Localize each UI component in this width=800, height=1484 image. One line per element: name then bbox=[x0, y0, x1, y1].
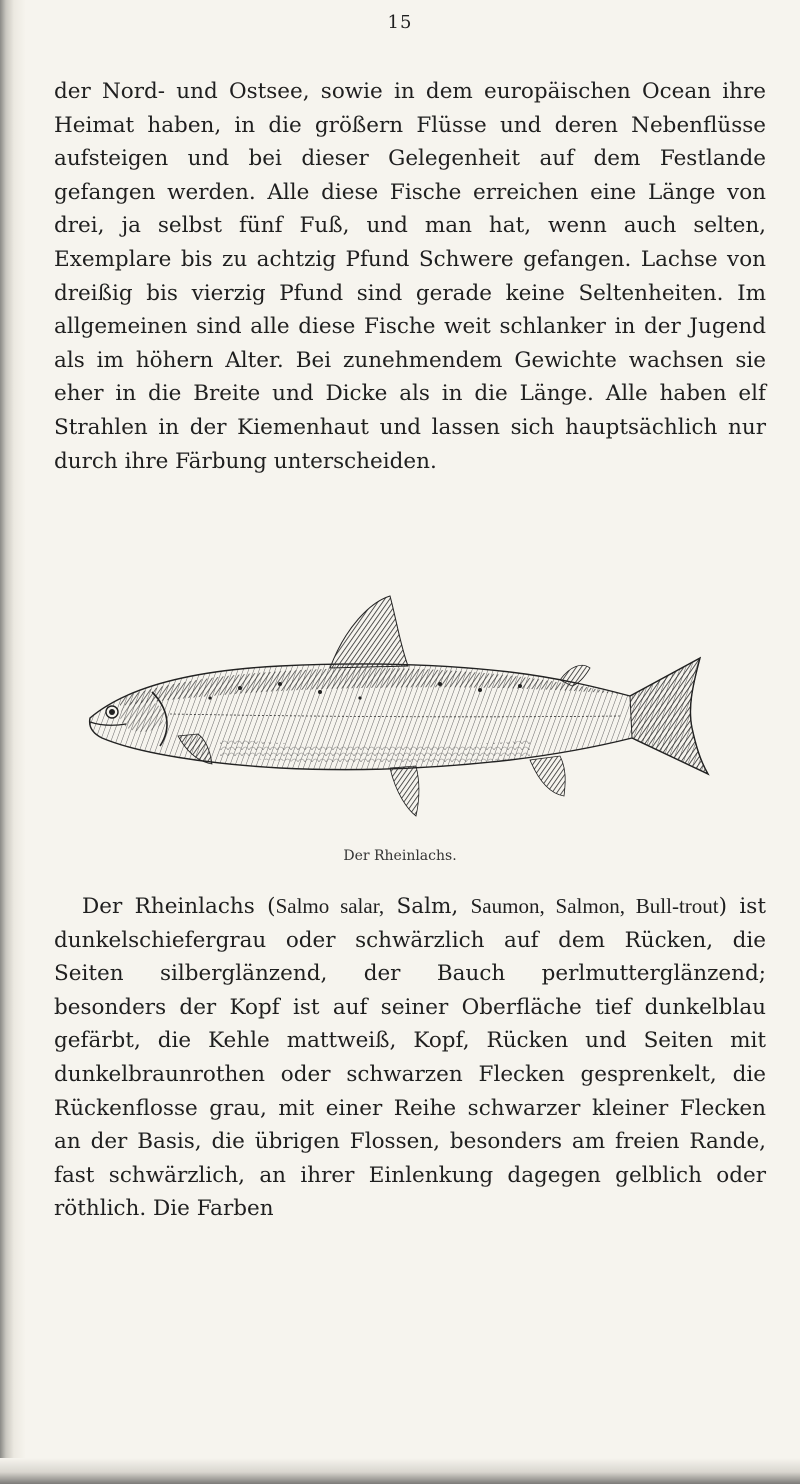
paragraph-mid: Salm, bbox=[384, 894, 471, 919]
salmon-illustration bbox=[60, 588, 720, 838]
page-number: 15 bbox=[387, 12, 413, 33]
dorsal-fin bbox=[330, 596, 408, 668]
figure-caption: Der Rheinlachs. bbox=[343, 848, 457, 864]
page-binding-shadow bbox=[0, 0, 26, 1484]
paragraph-rest: ) ist dunkelschiefergrau oder schwärzlich auf dem Rücken, die Seiten silberglänzend, der Bauch perlmutterglänzend; besonders der Kopf ist auf seiner Oberfläche tief dunkelblau gefärbt, die Kehle mattweiß, Kopf, Rücken und Seiten mit dunkelbraunrothen oder schwarzen Flecken gesprenkelt, die Rückenflosse grau, mit einer Reihe schwarzer kleiner Flecken an der Basis, die übrigen Flossen, besonders am freien Rande, fast schwärzlich, an ihrer Einlenkung dagegen gelblich oder röthlich. Die Farben bbox=[54, 894, 766, 1222]
latin-names-foreign: Saumon, Salmon, Bull-trout bbox=[470, 894, 719, 918]
latin-name: Salmo salar, bbox=[275, 894, 385, 918]
page-bottom-shadow bbox=[0, 1458, 800, 1484]
paragraph-rheinlachs bbox=[54, 890, 766, 1226]
paragraph-lead: Der Rheinlachs ( bbox=[82, 894, 276, 919]
paragraph-intro: der Nord- und Ostsee, sowie in dem europäischen Ocean ihre Heimat haben, in die größern Flüsse und deren Nebenflüsse aufsteigen und bei dieser Gelegenheit auf dem Festlande gefangen werden. Alle diese Fische erreichen eine Länge von drei, ja selbst fünf Fuß, und man hat, wenn auch selten, Exemplare bis zu achtzig Pfund Schwere gefangen. Lachse von dreißig bis vierzig Pfund sind gerade keine Seltenheiten. Im allgemeinen sind alle diese Fische weit schlanker in der Jugend als im höhern Alter. Bei zunehmendem Gewichte wachsen sie eher in die Breite und Dicke als in die Länge. Alle haben elf Strahlen in der Kiemenhaut und lassen sich hauptsächlich nur durch ihre Färbung unterscheiden. bbox=[54, 79, 766, 474]
